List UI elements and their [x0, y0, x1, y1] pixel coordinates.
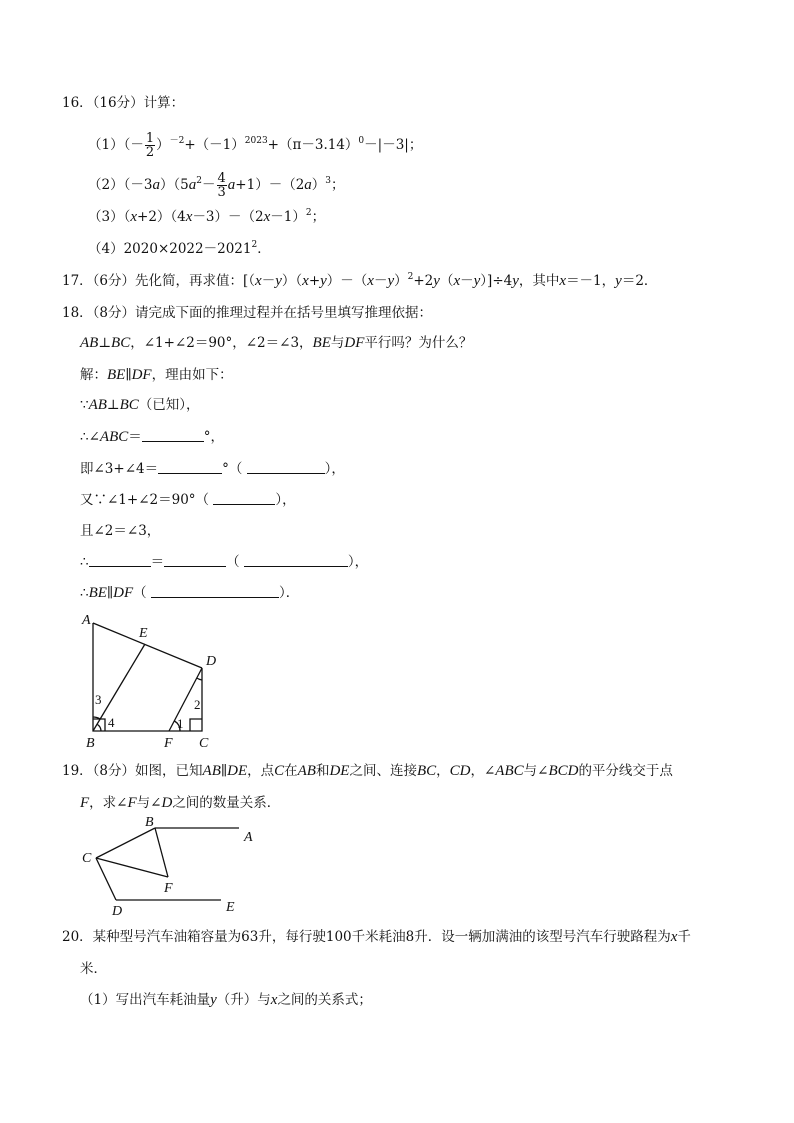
- q17-text: 17．（6分）先化简，再求值：$[(x-y)(x+y)-(x-y)^2+2y(x-y)]\div 4y$，其中x＝－1，y＝2．: [62, 272, 658, 289]
- q18-given: AB⊥BC，∠1+∠2＝90°，∠2＝∠3，BE与DF平行吗？为什么？: [80, 335, 473, 351]
- label-c: C: [82, 851, 92, 866]
- label-e: E: [139, 626, 148, 641]
- angle-arc-4: [98, 725, 102, 732]
- q19-line1: 19．（8分）如图，已知AB∥DE，点C在AB和DE之间、连接BC，CD，∠ABC与∠BCD的平分线交于点: [62, 763, 673, 779]
- q18-step6: ∴ ＝ （ ），: [80, 554, 369, 570]
- segment-cd: [96, 858, 116, 900]
- label-angle-3: 3: [95, 692, 102, 707]
- label-angle-4: 4: [108, 715, 115, 730]
- answer-blank[interactable]: [164, 554, 226, 567]
- segment-be: [93, 644, 145, 731]
- label-f: F: [164, 881, 173, 896]
- right-angle-mark-c: [190, 719, 202, 731]
- q16-heading: 16．（16分）计算：: [62, 95, 185, 111]
- label-c: C: [199, 736, 209, 750]
- segment-cf: [96, 858, 168, 877]
- label-a: A: [82, 613, 91, 628]
- q18-step4: 又∵∠1+∠2＝90°（ ），: [80, 492, 296, 508]
- angle-arc-2: [197, 678, 202, 680]
- q18-step2: ∴∠ABC＝ °，: [80, 429, 224, 445]
- reason-blank[interactable]: [247, 461, 325, 474]
- segment-bf: [155, 828, 168, 877]
- reason-blank[interactable]: [213, 492, 275, 505]
- q18-step3: 即∠3+∠4＝ °（ ），: [80, 461, 345, 477]
- segment-cb: [96, 828, 155, 858]
- label-d: D: [206, 654, 217, 669]
- label-d: D: [112, 904, 123, 919]
- answer-blank[interactable]: [142, 429, 204, 442]
- q16-part3: $(3)(x+2)(4x-3)-(2x-1)^2$；: [88, 208, 326, 225]
- q16-part2: $(2)(-3a)(5a^2-$ $\frac{4}{3}$ $a+1)-(2a)^3$；: [88, 171, 345, 200]
- label-e: E: [226, 900, 235, 915]
- q18-step1: ∵AB⊥BC（已知），: [80, 397, 200, 413]
- label-a: A: [244, 830, 253, 845]
- q20-line1: 20．某种型号汽车油箱容量为63升，每行驶100千米耗油8升．设一辆加满油的该型号汽车行驶路程为x千: [62, 929, 691, 945]
- q18-step7: ∴BE∥DF（ ）．: [80, 585, 300, 601]
- answer-blank[interactable]: [89, 554, 151, 567]
- answer-blank[interactable]: [158, 461, 222, 474]
- q20-line2: 米．: [80, 961, 107, 977]
- q18-heading: 18．（8分）请完成下面的推理过程并在括号里填写推理依据：: [62, 305, 433, 321]
- label-b: B: [145, 815, 154, 830]
- reason-blank[interactable]: [244, 554, 348, 567]
- label-b: B: [86, 736, 95, 750]
- q19-line2: F，求∠F与∠D之间的数量关系．: [80, 795, 281, 811]
- label-f: F: [164, 736, 173, 750]
- fraction-four-thirds: $\frac{4}{3}$: [217, 171, 226, 200]
- q20-part1: （1）写出汽车耗油量y（升）与x之间的关系式；: [80, 992, 372, 1008]
- q16-part4: $(4)2020\times 2022-2021^2$．: [88, 240, 271, 257]
- q18-step5: 且∠2＝∠3，: [80, 523, 161, 539]
- q16-part1: （1）（－ $\frac{1}{2}$ ）$^{-2}+(-1)^{2023}+(\pi-3.14)^0-|-3|$；: [88, 131, 423, 160]
- q18-geometry-figure: [70, 608, 240, 750]
- label-angle-2: 2: [194, 697, 201, 712]
- q19-geometry-figure: [76, 814, 256, 920]
- q18-solution-intro: 解：BE∥DF，理由如下：: [80, 367, 233, 383]
- reason-blank[interactable]: [151, 585, 279, 598]
- fraction-one-half: $\frac{1}{2}$: [145, 131, 155, 160]
- label-angle-1: 1: [177, 716, 184, 731]
